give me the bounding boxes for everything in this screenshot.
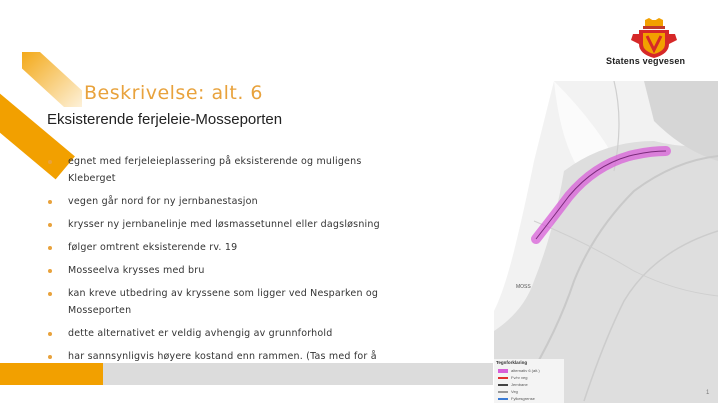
bullet-item xyxy=(48,285,393,319)
legend-label: Fylkesgrense xyxy=(511,396,535,401)
bullet-text: dette alternativet er veldig avhengig av grunnforhold xyxy=(68,328,333,339)
bullet-text: vegen går nord for ny jernbanestasjon xyxy=(68,196,258,207)
bullet-dot-icon xyxy=(48,223,52,227)
bullet-dot-icon xyxy=(48,332,52,336)
route-map xyxy=(494,81,718,403)
legend-row xyxy=(498,368,540,373)
bullet-item xyxy=(48,325,393,342)
legend-label: alternativ 6 (alt.) xyxy=(511,368,540,373)
footer-bar xyxy=(103,363,493,385)
legend-label: Fv/rv veg xyxy=(511,375,528,380)
legend-row xyxy=(498,396,535,401)
bullet-text: Mosseelva krysses med bru xyxy=(68,265,205,276)
map-place-label: MOSS xyxy=(516,284,531,290)
map-legend xyxy=(494,359,564,403)
bullet-item xyxy=(48,153,393,187)
bullet-text: krysser ny jernbanelinje med løsmassetunnel eller dagsløsning xyxy=(68,219,380,230)
bullet-dot-icon xyxy=(48,292,52,296)
bullet-text: har sannsynligvis høyere kostand enn rammen. (Tas med for å xyxy=(68,351,377,362)
legend-swatch xyxy=(498,384,508,386)
bullet-dot-icon xyxy=(48,246,52,250)
bullet-text: egnet med ferjeleieplassering på eksisterende og muligens Kleberget xyxy=(68,156,362,184)
bullet-list xyxy=(48,153,393,388)
bullet-text: kan kreve utbedring av kryssene som ligger ved Nesparken og Mosseporten xyxy=(68,288,379,316)
legend-swatch xyxy=(498,391,508,393)
bullet-dot-icon xyxy=(48,355,52,359)
legend-swatch xyxy=(498,398,508,400)
footer-accent-bar xyxy=(0,363,103,385)
legend-title: Tegnforklaring xyxy=(496,360,528,365)
page-number: 1 xyxy=(706,390,710,396)
legend-row xyxy=(498,389,518,394)
bullet-dot-icon xyxy=(48,160,52,164)
logo-text: Statens vegvesen xyxy=(606,56,686,66)
slide-subtitle: Eksisterende ferjeleie-Mosseporten xyxy=(47,111,283,128)
bullet-dot-icon xyxy=(48,200,52,204)
bullet-dot-icon xyxy=(48,269,52,273)
legend-swatch xyxy=(498,369,508,373)
legend-row xyxy=(498,375,527,380)
legend-label: Veg xyxy=(511,389,518,394)
bullet-item xyxy=(48,262,393,279)
accent-band-fade xyxy=(22,52,82,107)
legend-swatch xyxy=(498,377,508,379)
bullet-text: følger omtrent eksisterende rv. 19 xyxy=(68,242,238,253)
legend-label: Jernbane xyxy=(511,382,528,387)
bullet-item xyxy=(48,193,393,210)
bullet-item xyxy=(48,216,393,233)
legend-row xyxy=(498,382,528,387)
map-graphic xyxy=(494,81,718,403)
bullet-item xyxy=(48,239,393,256)
crown-icon xyxy=(643,18,665,29)
slide-title: Beskrivelse: alt. 6 xyxy=(84,82,263,104)
